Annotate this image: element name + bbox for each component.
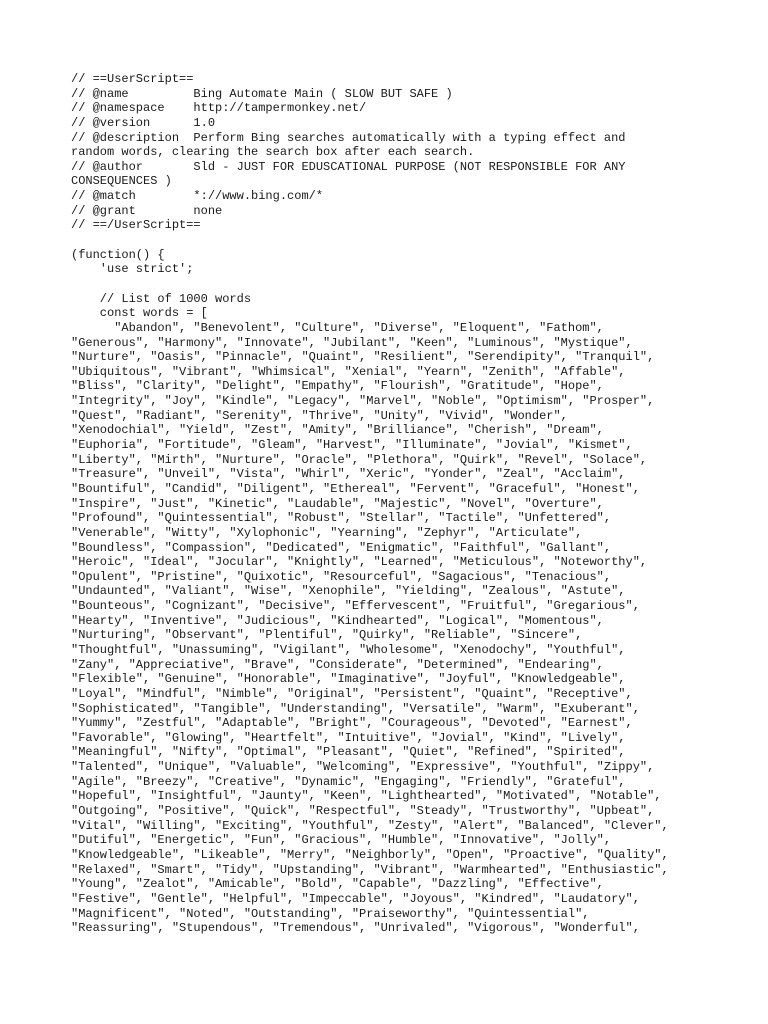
code-line: "Generous", "Harmony", "Innovate", "Jubilant", "Keen", "Luminous", "Mystique", bbox=[71, 335, 633, 350]
code-line: "Nurturing", "Observant", "Plentiful", "Quirky", "Reliable", "Sincere", bbox=[71, 628, 583, 643]
code-line: "Talented", "Unique", "Valuable", "Welcoming", "Expressive", "Youthful", "Zippy", bbox=[71, 760, 655, 775]
code-line: "Treasure", "Unveil", "Vista", "Whirl", "Xeric", "Yonder", "Zeal", "Acclaim", bbox=[71, 467, 626, 482]
code-line: "Boundless", "Compassion", "Dedicated", "Enigmatic", "Faithful", "Gallant", bbox=[71, 540, 612, 555]
code-line: // ==UserScript== bbox=[71, 72, 194, 86]
code-line: "Vital", "Willing", "Exciting", "Youthful", "Zesty", "Alert", "Balanced", "Clever", bbox=[71, 818, 669, 833]
code-line: // List of 1000 words bbox=[71, 291, 252, 306]
code-line: random words, clearing the search box after each search. bbox=[71, 145, 475, 160]
code-line: "Profound", "Quintessential", "Robust", "Stellar", "Tactile", "Unfettered", bbox=[71, 511, 612, 526]
code-line: "Liberty", "Mirth", "Nurture", "Oracle", "Plethora", "Quirk", "Revel", "Solace", bbox=[71, 452, 648, 467]
code-line: 'use strict'; bbox=[71, 262, 194, 277]
code-line: "Yummy", "Zestful", "Adaptable", "Bright", "Courageous", "Devoted", "Earnest", bbox=[71, 716, 633, 731]
code-line: "Loyal", "Mindful", "Nimble", "Original", "Persistent", "Quaint", "Receptive", bbox=[71, 686, 633, 701]
code-line: "Hearty", "Inventive", "Judicious", "Kindhearted", "Logical", "Momentous", bbox=[71, 613, 604, 628]
code-line: "Bountiful", "Candid", "Diligent", "Ethereal", "Fervent", "Graceful", "Honest", bbox=[71, 481, 640, 496]
code-line: "Relaxed", "Smart", "Tidy", "Upstanding", "Vibrant", "Warmhearted", "Enthusiastic", bbox=[71, 862, 669, 877]
code-line: "Zany", "Appreciative", "Brave", "Considerate", "Determined", "Endearing", bbox=[71, 657, 604, 672]
code-line: // ==/UserScript== bbox=[71, 218, 201, 233]
code-line bbox=[71, 277, 711, 292]
code-line: (function() { bbox=[71, 247, 165, 262]
code-line: "Reassuring", "Stupendous", "Tremendous", "Unrivaled", "Vigorous", "Wonderful", bbox=[71, 921, 640, 936]
code-line: "Xenodochial", "Yield", "Zest", "Amity", "Brilliance", "Cherish", "Dream", bbox=[71, 423, 604, 438]
code-line: "Meaningful", "Nifty", "Optimal", "Pleasant", "Quiet", "Refined", "Spirited", bbox=[71, 745, 626, 760]
code-line: "Nurture", "Oasis", "Pinnacle", "Quaint", "Resilient", "Serendipity", "Tranquil", bbox=[71, 350, 655, 365]
code-line: "Quest", "Radiant", "Serenity", "Thrive", "Unity", "Vivid", "Wonder", bbox=[71, 408, 568, 423]
code-line: "Integrity", "Joy", "Kindle", "Legacy", "Marvel", "Noble", "Optimism", "Prosper", bbox=[71, 394, 655, 409]
code-line: "Undaunted", "Valiant", "Wise", "Xenophile", "Yielding", "Zealous", "Astute", bbox=[71, 584, 626, 599]
code-line: "Knowledgeable", "Likeable", "Merry", "Neighborly", "Open", "Proactive", "Quality", bbox=[71, 847, 669, 862]
code-line: "Bliss", "Clarity", "Delight", "Empathy", "Flourish", "Gratitude", "Hope", bbox=[71, 379, 604, 394]
code-line: "Opulent", "Pristine", "Quixotic", "Resourceful", "Sagacious", "Tenacious", bbox=[71, 569, 612, 584]
code-line: "Sophisticated", "Tangible", "Understanding", "Versatile", "Warm", "Exuberant", bbox=[71, 701, 640, 716]
code-line: "Ubiquitous", "Vibrant", "Whimsical", "Xenial", "Yearn", "Zenith", "Affable", bbox=[71, 364, 626, 379]
code-line: "Abandon", "Benevolent", "Culture", "Diverse", "Eloquent", "Fathom", bbox=[71, 320, 604, 335]
code-line: "Agile", "Breezy", "Creative", "Dynamic", "Engaging", "Friendly", "Grateful", bbox=[71, 774, 626, 789]
code-line: "Favorable", "Glowing", "Heartfelt", "Intuitive", "Jovial", "Kind", "Lively", bbox=[71, 730, 626, 745]
code-line: // @author Sld - JUST FOR EDUSCATIONAL PURPOSE (NOT RESPONSIBLE FOR ANY bbox=[71, 159, 626, 174]
code-line: // @description Perform Bing searches automatically with a typing effect and bbox=[71, 130, 626, 145]
userscript-code-block bbox=[71, 72, 711, 936]
code-line: "Heroic", "Ideal", "Jocular", "Knightly", "Learned", "Meticulous", "Noteworthy", bbox=[71, 555, 648, 570]
code-line: "Venerable", "Witty", "Xylophonic", "Yearning", "Zephyr", "Articulate", bbox=[71, 525, 583, 540]
code-line: "Hopeful", "Insightful", "Jaunty", "Keen", "Lighthearted", "Motivated", "Notable", bbox=[71, 789, 662, 804]
code-line: // @grant none bbox=[71, 203, 223, 218]
code-line: "Festive", "Gentle", "Helpful", "Impeccable", "Joyous", "Kindred", "Laudatory", bbox=[71, 891, 640, 906]
code-line: const words = [ bbox=[71, 306, 208, 321]
code-line: // @version 1.0 bbox=[71, 115, 216, 130]
code-line: "Flexible", "Genuine", "Honorable", "Imaginative", "Joyful", "Knowledgeable", bbox=[71, 672, 626, 687]
code-line: "Outgoing", "Positive", "Quick", "Respectful", "Steady", "Trustworthy", "Upbeat", bbox=[71, 804, 655, 819]
code-line: "Inspire", "Just", "Kinetic", "Laudable", "Majestic", "Novel", "Overture", bbox=[71, 496, 604, 511]
code-line: "Young", "Zealot", "Amicable", "Bold", "Capable", "Dazzling", "Effective", bbox=[71, 877, 604, 892]
code-line: // @name Bing Automate Main ( SLOW BUT SAFE ) bbox=[71, 86, 453, 101]
code-line bbox=[71, 233, 711, 248]
code-line: // @match *://www.bing.com/* bbox=[71, 189, 324, 204]
code-line: "Euphoria", "Fortitude", "Gleam", "Harvest", "Illuminate", "Jovial", "Kismet", bbox=[71, 438, 633, 453]
code-line: "Dutiful", "Energetic", "Fun", "Gracious", "Humble", "Innovative", "Jolly", bbox=[71, 833, 612, 848]
code-line: "Thoughtful", "Unassuming", "Vigilant", "Wholesome", "Xenodochy", "Youthful", bbox=[71, 642, 626, 657]
code-line: "Bounteous", "Cognizant", "Decisive", "Effervescent", "Fruitful", "Gregarious", bbox=[71, 599, 640, 614]
code-line: CONSEQUENCES ) bbox=[71, 174, 172, 189]
code-line: "Magnificent", "Noted", "Outstanding", "Praiseworthy", "Quintessential", bbox=[71, 906, 590, 921]
code-line: // @namespace http://tampermonkey.net/ bbox=[71, 101, 367, 116]
